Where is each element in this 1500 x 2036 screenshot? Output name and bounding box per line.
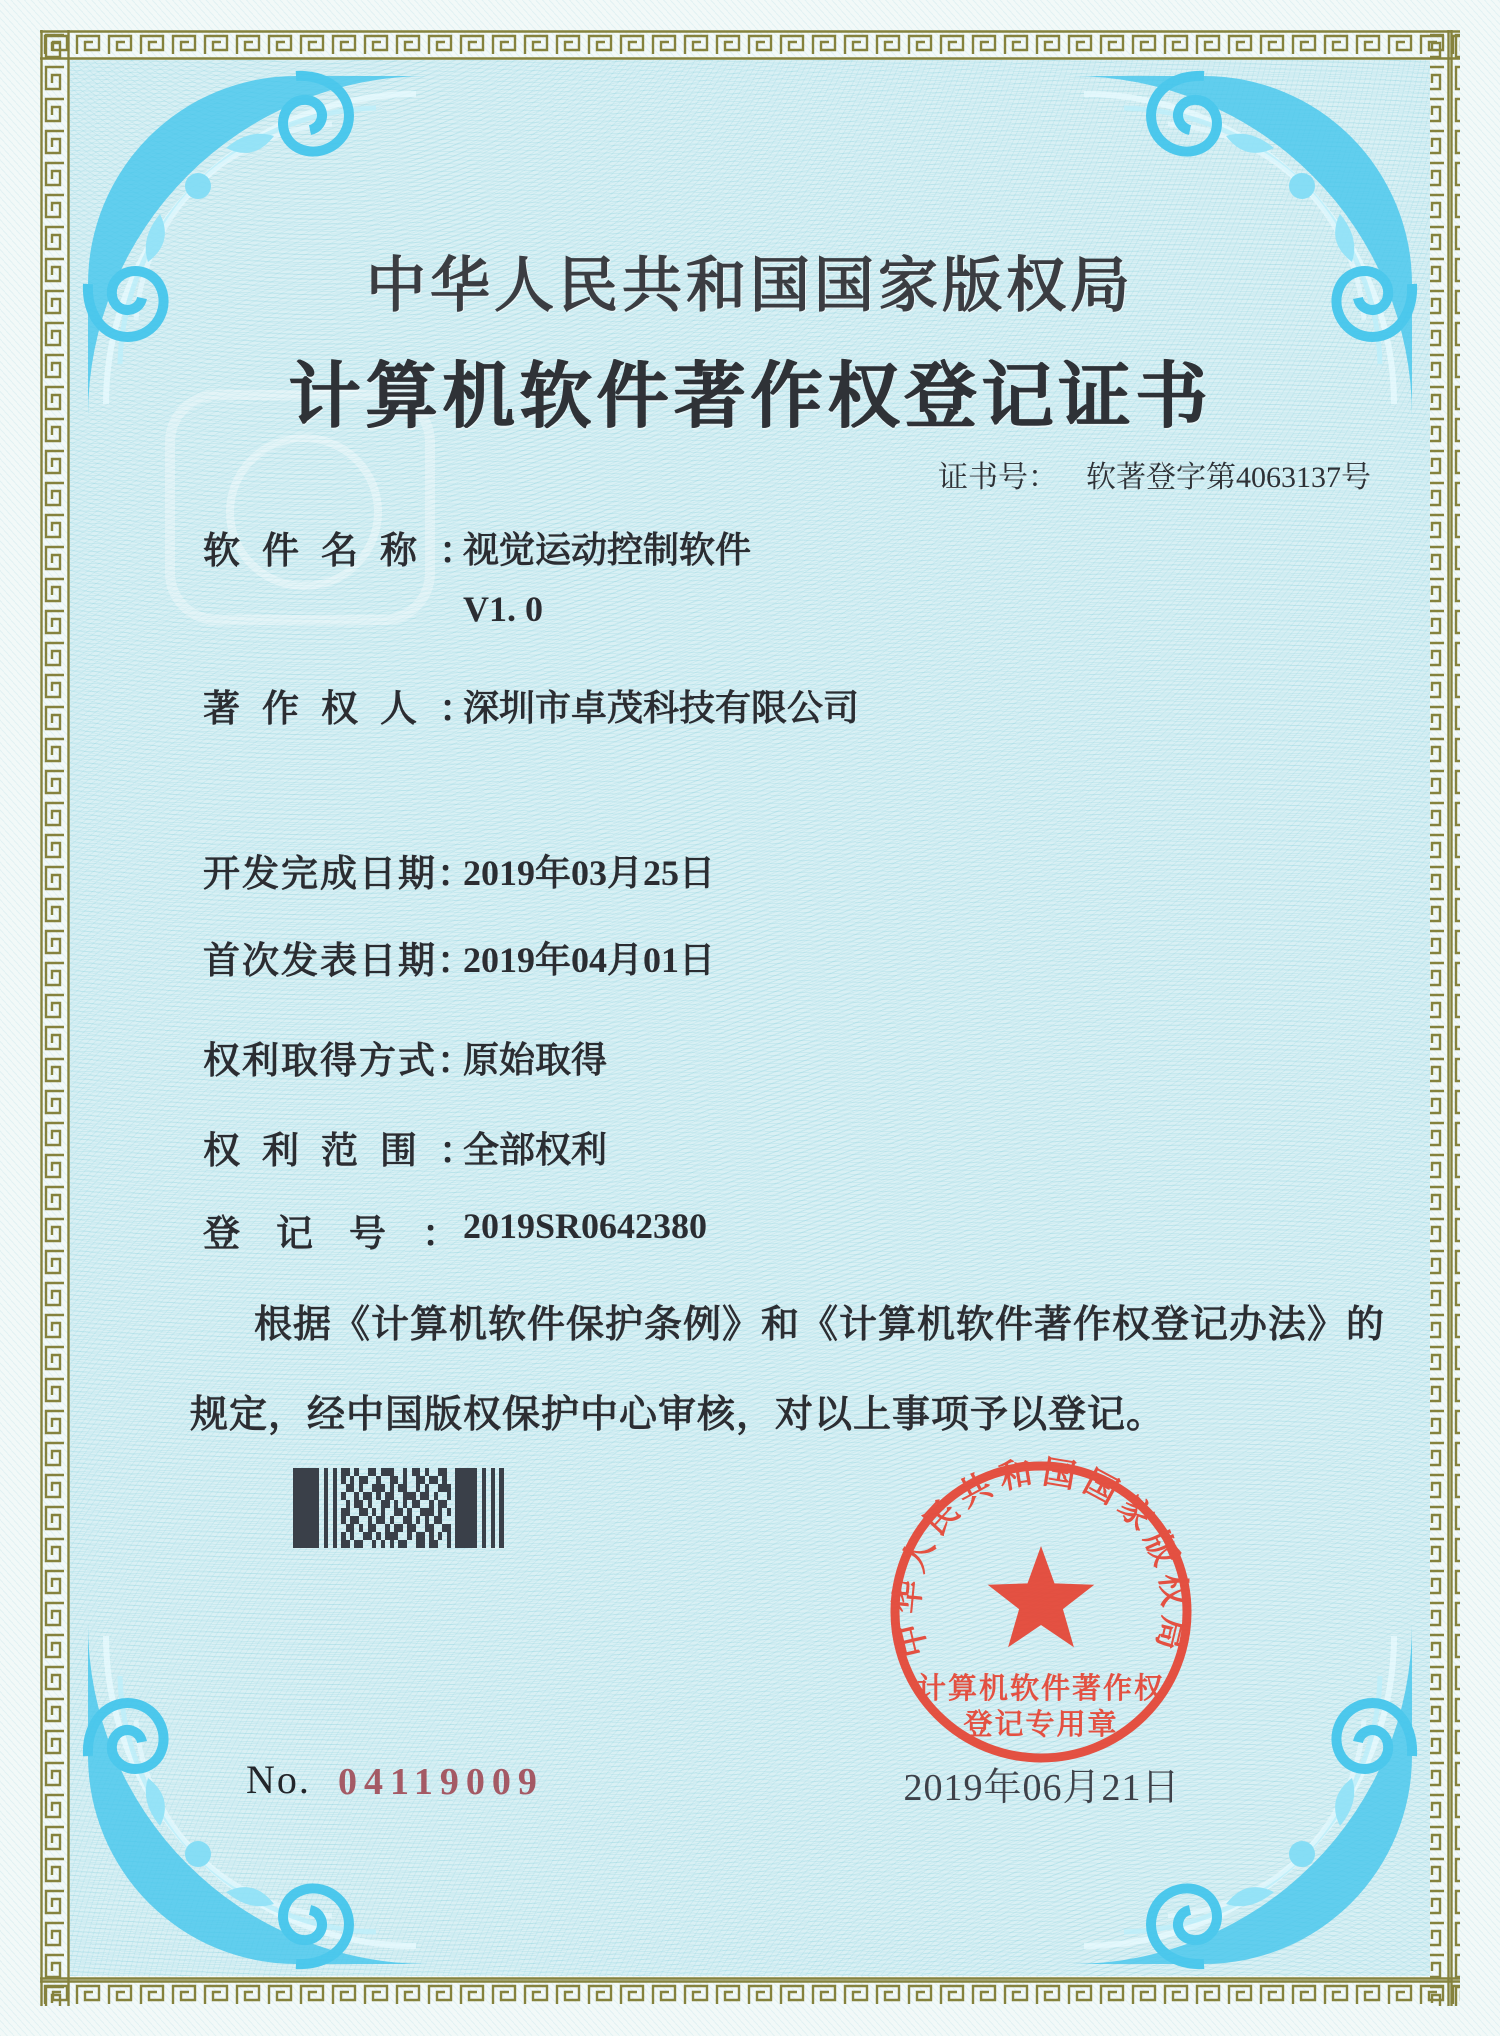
certificate-title: 计算机软件著作权登记证书 — [287, 357, 1212, 437]
field-value-right-scope: 全部权利 — [463, 1130, 608, 1170]
field-label-right-scope: 权利范围： — [203, 1131, 498, 1172]
seal-star — [988, 1546, 1095, 1647]
field-value-right-acquisition: 原始取得 — [463, 1040, 608, 1080]
certificate-number-value: 软著登字第4063137号 — [1086, 461, 1371, 494]
serial-number-label: No. — [246, 1757, 311, 1802]
field-value-dev-complete-date: 2019年03月25日 — [463, 853, 716, 893]
field-label-right-acquisition: 权利取得方式： — [203, 1041, 476, 1082]
field-value-first-publish-date: 2019年04月01日 — [463, 940, 716, 980]
statement-line-1: 根据《计算机软件保护条例》和《计算机软件著作权登记办法》的 — [254, 1304, 1386, 1346]
field-label-software-name: 软件名称： — [203, 531, 498, 572]
field-label-copyright-owner: 著作权人： — [203, 689, 498, 730]
seal-ring-text: 中华人民共和国国家版权局 — [889, 1454, 1193, 1661]
field-value-copyright-owner: 深圳市卓茂科技有限公司 — [463, 688, 860, 728]
field-label-first-publish-date: 首次发表日期： — [203, 941, 476, 982]
barcode — [293, 1468, 504, 1548]
serial-number-value: 04119009 — [338, 1761, 544, 1803]
field-value-registration-number: 2019SR0642380 — [463, 1206, 708, 1246]
seal-inner-line1: 计算机软件著作权 — [916, 1673, 1166, 1705]
issue-date: 2019年06月21日 — [903, 1767, 1181, 1809]
certificate-number-label: 证书号： — [938, 461, 1058, 494]
field-label-dev-complete-date: 开发完成日期： — [203, 854, 476, 895]
seal-inner-line2: 登记专用章 — [963, 1709, 1119, 1741]
field-label-registration-number: 登记号： — [203, 1214, 495, 1255]
statement-line-2: 规定，经中国版权保护中心审核，对以上事项予以登记。 — [190, 1394, 1166, 1436]
field-value-software-version: V1. 0 — [463, 589, 543, 629]
authority-title: 中华人民共和国国家版权局 — [366, 253, 1134, 319]
certificate-number-line — [938, 452, 1371, 496]
copyright-office-seal — [881, 1452, 1201, 1772]
field-value-software-name: 视觉运动控制软件 — [463, 530, 752, 570]
